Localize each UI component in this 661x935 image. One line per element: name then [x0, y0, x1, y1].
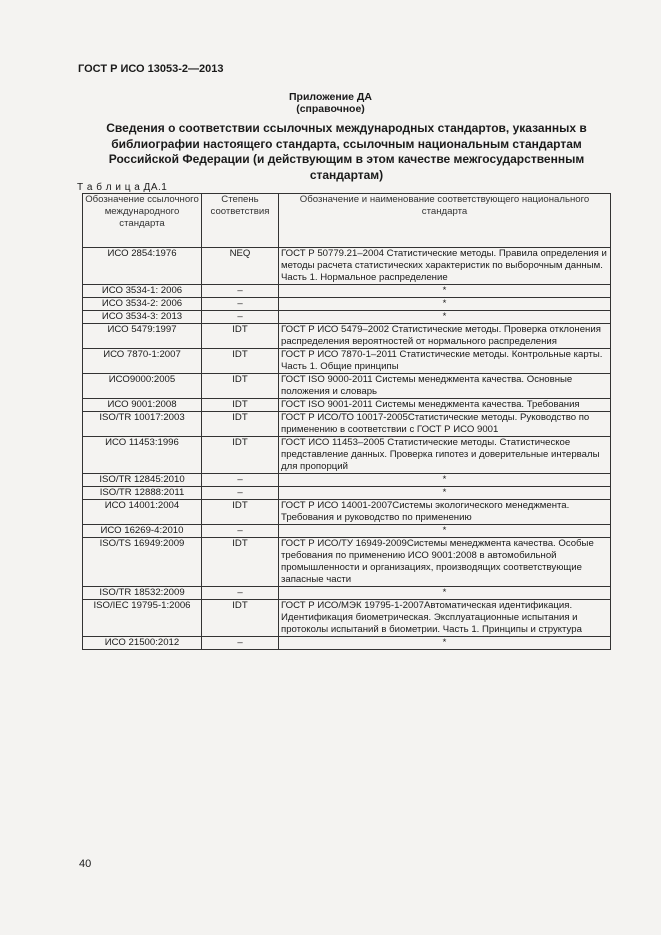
table-row — [83, 298, 611, 311]
national-standard-cell: * — [279, 487, 611, 500]
reference-cell: ИСО 2854:1976 — [83, 248, 202, 285]
degree-cell: – — [202, 487, 279, 500]
degree-cell: IDT — [202, 437, 279, 474]
national-standard-cell: ГОСТ ISO 9001-2011 Системы менеджмента качества. Требования — [279, 399, 611, 412]
table-row — [83, 525, 611, 538]
table-row — [83, 587, 611, 600]
national-standard-cell: ГОСТ Р ИСО 5479–2002 Статистические методы. Проверка отклонения распределения вероятностей от нормального распределения — [279, 324, 611, 349]
reference-cell: ИСО 9001:2008 — [83, 399, 202, 412]
degree-cell: – — [202, 525, 279, 538]
national-standard-cell: ГОСТ Р ИСО 7870-1–2011 Статистические методы. Контрольные карты. Часть 1. Общие принципы — [279, 349, 611, 374]
table-caption: Т а б л и ц а ДА.1 — [77, 182, 168, 193]
table-row — [83, 500, 611, 525]
national-standard-cell: ГОСТ ИСО 11453–2005 Статистические методы. Статистическое представление данных. Проверка гипотез и доверительные интервалы для пропорций — [279, 437, 611, 474]
column-header-reference: Обозначение ссылочного международного стандарта — [83, 194, 202, 248]
national-standard-cell: ГОСТ ISO 9000-2011 Системы менеджмента качества. Основные положения и словарь — [279, 374, 611, 399]
column-header-national: Обозначение и наименование соответствующего национального стандарта — [279, 194, 611, 248]
reference-cell: ИСО 14001:2004 — [83, 500, 202, 525]
reference-cell: ИСО 5479:1997 — [83, 324, 202, 349]
national-standard-cell: ГОСТ Р ИСО/ТУ 16949-2009Системы менеджмента качества. Особые требования по применению ИСО 9001:2008 в автомобильной промышленности и организациях, производящих соответствующие запасные части — [279, 538, 611, 587]
reference-cell: ISO/TR 18532:2009 — [83, 587, 202, 600]
reference-cell: ИСО 3534-2: 2006 — [83, 298, 202, 311]
degree-cell: – — [202, 587, 279, 600]
degree-cell: IDT — [202, 500, 279, 525]
appendix-note: (справочное) — [296, 103, 365, 115]
table-row — [83, 349, 611, 374]
reference-cell: ИСО 11453:1996 — [83, 437, 202, 474]
table-row — [83, 637, 611, 650]
degree-cell: IDT — [202, 538, 279, 587]
national-standard-cell: * — [279, 637, 611, 650]
column-header-degree: Степень соответствия — [202, 194, 279, 248]
table-row — [83, 248, 611, 285]
reference-cell: ИСО 3534-1: 2006 — [83, 285, 202, 298]
national-standard-cell: ГОСТ Р ИСО 14001-2007Системы экологического менеджмента. Требования и руководство по применению — [279, 500, 611, 525]
reference-cell: ИСО 21500:2012 — [83, 637, 202, 650]
degree-cell: IDT — [202, 374, 279, 399]
table-row — [83, 285, 611, 298]
page-number: 40 — [79, 858, 92, 870]
table-row — [83, 311, 611, 324]
national-standard-cell: * — [279, 587, 611, 600]
national-standard-cell: * — [279, 285, 611, 298]
degree-cell: – — [202, 298, 279, 311]
reference-cell: ИСО 3534-3: 2013 — [83, 311, 202, 324]
degree-cell: IDT — [202, 349, 279, 374]
reference-cell: ИСО9000:2005 — [83, 374, 202, 399]
national-standard-cell: * — [279, 525, 611, 538]
degree-cell: IDT — [202, 412, 279, 437]
national-standard-cell: * — [279, 474, 611, 487]
table-row — [83, 399, 611, 412]
reference-cell: ISO/TR 12888:2011 — [83, 487, 202, 500]
degree-cell: – — [202, 311, 279, 324]
appendix-title: Приложение ДА — [289, 91, 372, 103]
reference-cell: ISO/IEC 19795-1:2006 — [83, 600, 202, 637]
degree-cell: – — [202, 285, 279, 298]
reference-cell: ИСО 7870-1:2007 — [83, 349, 202, 374]
table-row — [83, 538, 611, 587]
table-body — [83, 248, 611, 650]
document-header: ГОСТ Р ИСО 13053-2—2013 — [78, 63, 224, 75]
reference-cell: ISO/TR 12845:2010 — [83, 474, 202, 487]
national-standard-cell: * — [279, 311, 611, 324]
table-row — [83, 474, 611, 487]
table-row — [83, 324, 611, 349]
reference-cell: ИСО 16269-4:2010 — [83, 525, 202, 538]
reference-cell: ISO/TS 16949:2009 — [83, 538, 202, 587]
reference-cell: ISO/TR 10017:2003 — [83, 412, 202, 437]
table-row — [83, 487, 611, 500]
national-standard-cell: * — [279, 298, 611, 311]
table-row — [83, 600, 611, 637]
national-standard-cell: ГОСТ Р 50779.21–2004 Статистические методы. Правила определения и методы расчета статистических характеристик по выборочным данным. Часть 1. Нормальное распределение — [279, 248, 611, 285]
table-row — [83, 412, 611, 437]
table-row — [83, 437, 611, 474]
degree-cell: IDT — [202, 399, 279, 412]
degree-cell: – — [202, 474, 279, 487]
degree-cell: IDT — [202, 324, 279, 349]
degree-cell: IDT — [202, 600, 279, 637]
table-row — [83, 374, 611, 399]
degree-cell: NEQ — [202, 248, 279, 285]
national-standard-cell: ГОСТ Р ИСО/МЭК 19795-1-2007Автоматическая идентификация. Идентификация биометрическая. Эксплуатационные испытания и протоколы испытаний в биометрии. Часть 1. Принципы и структура — [279, 600, 611, 637]
national-standard-cell: ГОСТ Р ИСО/ТО 10017-2005Статистические методы. Руководство по применению в соответствии с ГОСТ Р ИСО 9001 — [279, 412, 611, 437]
section-title: Сведения о соответствии ссылочных международных стандартов, указанных в библиографии настоящего стандарта, ссылочным национальным стандартам Российской Федерации (и действующим в этом качестве межгосударственным стандартам) — [106, 121, 587, 182]
appendix-heading — [0, 91, 661, 115]
correspondence-table — [82, 193, 611, 650]
degree-cell: – — [202, 637, 279, 650]
